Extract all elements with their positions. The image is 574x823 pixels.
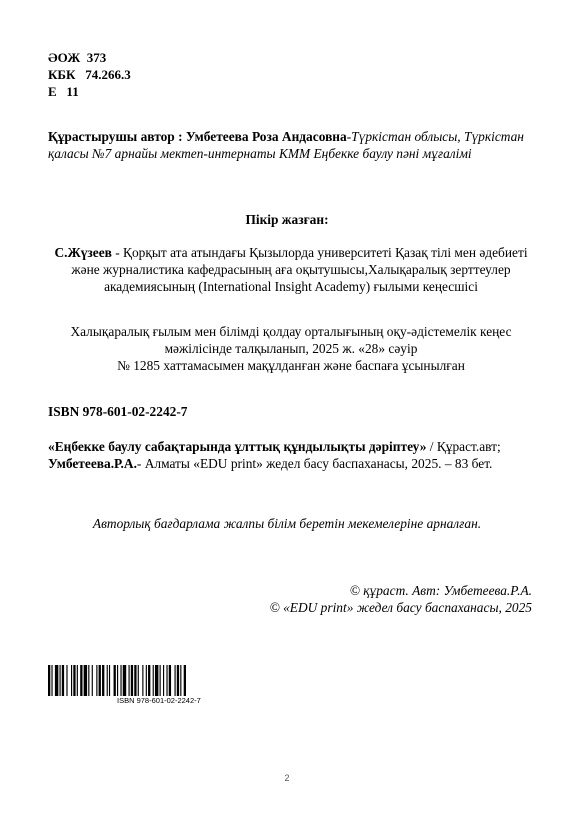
reviewer-name: С.Жүзеев (54, 245, 112, 260)
isbn: ISBN 978-601-02-2242-7 (48, 404, 188, 419)
barcode-bar (114, 665, 116, 696)
barcode-bar (184, 665, 186, 696)
barcode-bar (146, 665, 147, 696)
barcode-bar (163, 665, 164, 696)
barcode-bar (66, 665, 67, 696)
barcode-bar (129, 665, 130, 696)
author-label: Құрастырушы автор : Умбетеева Роза Андасовна (48, 129, 347, 144)
approval-line: Халықаралық ғылым мен білімді қолдау орталығының оқу-әдістемелік кеңес (70, 324, 512, 339)
barcode-bar (148, 665, 150, 696)
copyright-line: © құраст. Авт: Умбетеева.Р.А. (349, 583, 532, 598)
barcode-bar (96, 665, 97, 696)
citation-mid: / Құраст.авт; (426, 439, 501, 454)
barcode-bar (73, 665, 75, 696)
barcode-bar (62, 665, 64, 696)
citation-rest: - Алматы «EDU print» жедел басу баспаханасы, 2025. – 83 бет. (136, 456, 493, 471)
barcode-bar (134, 665, 136, 696)
barcode-bar (71, 665, 72, 696)
reviewer-block (48, 244, 534, 295)
barcode-bar (175, 665, 176, 696)
author-affiliation: -Түркістан облысы, Түркістан қаласы №7 арнайы мектеп-интернаты КММ Еңбекке баулу пәні мұғалімі (48, 129, 524, 161)
barcode-bar (123, 665, 126, 696)
udc-code: ӘОЖ 373 (48, 50, 107, 65)
approval-line: № 1285 хаттамасымен мақұлданған және баспаға ұсынылған (117, 358, 465, 373)
barcode-bar (169, 665, 171, 696)
isbn-barcode (48, 665, 231, 707)
barcode-bar (138, 665, 139, 696)
barcode-bar (131, 665, 133, 696)
barcode-bar (48, 665, 50, 696)
citation-author: Умбетеева.Р.А. (48, 456, 137, 471)
barcode-bar (142, 665, 143, 696)
barcode-bar (77, 665, 78, 696)
approval-line: мәжілісінде талқыланып, 2025 ж. «28» сәуір (164, 341, 418, 356)
classification-codes (48, 49, 131, 100)
barcode-caption: ISBN 978-601-02-2242-7 (117, 696, 201, 705)
citation (48, 438, 534, 472)
page-number: 2 (284, 773, 290, 783)
reviewer-heading: Пікір жазған: (245, 212, 329, 227)
barcode-bar (155, 665, 158, 696)
barcode-bar (55, 665, 58, 696)
barcode-bar (166, 665, 167, 696)
barcode-bar (88, 665, 89, 696)
reviewer-details: - Қорқыт ата атындағы Қызылорда университеті Қазақ тілі мен әдебиеті және журналистика кафедрасының аға оқытушысы,Халықаралық зерттеулер академиясының (International Insight Academy) ғылыми кеңесшісі (71, 245, 528, 294)
barcode-bar (120, 665, 121, 696)
author-block (48, 129, 534, 162)
barcode-bar (107, 665, 108, 696)
citation-title: «Еңбекке баулу сабақтарында ұлттық құндылықты дәріптеу» (48, 439, 427, 454)
copyright-block (270, 582, 532, 616)
barcode-bar (60, 665, 61, 696)
audience-note: Авторлық бағдарлама жалпы білім беретін мекемелеріне арналған. (92, 516, 482, 531)
copyright-line: © «EDU print» жедел басу баспаханасы, 2025 (269, 600, 532, 615)
barcode-bar (51, 665, 52, 696)
barcode-bar (80, 665, 82, 696)
barcode-bar (92, 665, 93, 696)
barcode-bar (177, 665, 179, 696)
barcode-bar (84, 665, 87, 696)
approval-block (48, 323, 534, 374)
barcode-bar (117, 665, 118, 696)
barcode-bar (102, 665, 104, 696)
barcode-bars (48, 665, 231, 696)
barcode-bar (153, 665, 154, 696)
author-mark: Е 11 (48, 84, 79, 99)
barcode-bar (180, 665, 181, 696)
barcode-bar (109, 665, 110, 696)
barcode-bar (160, 665, 161, 696)
lbc-code: КБК 74.266.3 (48, 67, 131, 82)
barcode-bar (99, 665, 101, 696)
